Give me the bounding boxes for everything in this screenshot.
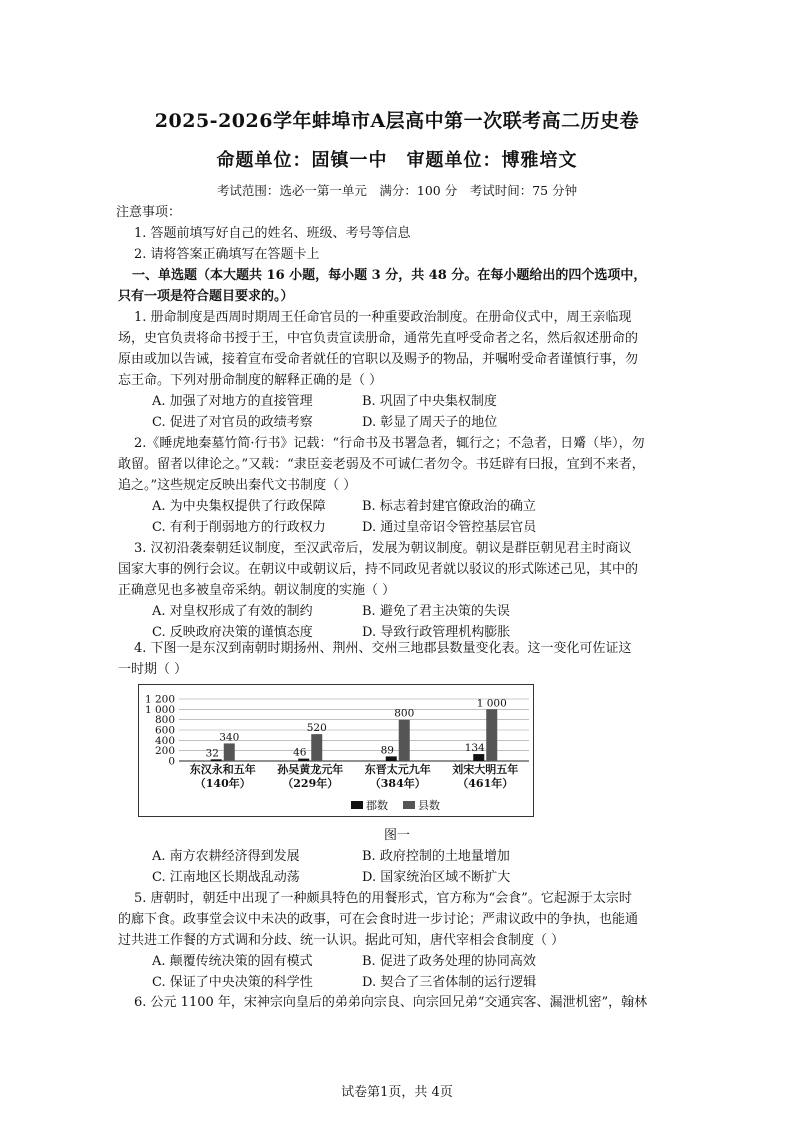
bar-chart (139, 685, 533, 816)
question-text: 追之。”这些规定反映出秦代文书制度（ ） (118, 478, 357, 493)
question-text: 过共进工作餐的方式调和分歧、统一认识。据此可知，唐代宰相会食制度（ ） (118, 933, 565, 948)
bar-xian (224, 743, 235, 761)
question-3 (118, 538, 678, 643)
legend-label: 郡数 (366, 799, 388, 812)
option-d: D. 国家统治区域不断扩大 (362, 870, 511, 885)
exam-title: 2025-2026学年蚌埠市A层高中第一次联考高二历史卷 (154, 110, 640, 132)
question-text: 2.《睡虎地秦墓竹简·行书》记载：“行命书及书署急者，辄行之；不急者，日觱（毕），勿 (134, 436, 645, 451)
option-a: A. 为中央集权提供了行政保障 (152, 499, 326, 514)
bar-jun (298, 759, 309, 761)
notes-block (118, 202, 678, 265)
notes-heading: 注意事项： (116, 205, 182, 220)
data-label: 134 (464, 742, 485, 755)
question-text: 1. 册命制度是西周时期周王任命官员的一种重要政治制度。在册命仪式中，周王亲临现 (134, 310, 632, 325)
option-b: B. 政府控制的土地量增加 (362, 849, 510, 864)
option-a: A. 南方农耕经济得到发展 (152, 849, 300, 864)
x-tick-year: （140年） (194, 777, 251, 790)
question-text: 3. 汉初沿袭秦朝廷议制度，至汉武帝后，发展为朝议制度。朝议是群臣朝见君主时商议 (134, 541, 632, 556)
option-b: B. 避免了君主决策的失误 (362, 604, 510, 619)
options-row (118, 972, 678, 993)
x-tick-year: （461年） (457, 777, 514, 790)
option-b: B. 标志着封建官僚政治的确立 (362, 499, 536, 514)
section-line: 只有一项是符合题目要求的。） (118, 289, 294, 304)
options-row (118, 391, 678, 412)
question-text: 敢留。留者以律论之。”又载：“隶臣妾老弱及不可诚仁者勿令。书廷辟有曰报，宜到不来者， (118, 457, 645, 472)
data-label: 340 (219, 731, 240, 744)
option-d: D. 通过皇帝诏令管控基层官员 (362, 520, 537, 535)
options-row (118, 412, 678, 433)
figure-caption: 图一 (383, 828, 410, 843)
page-footer: 试卷第1页，共 4页 (341, 1085, 453, 1100)
chart-frame (138, 684, 534, 817)
option-c: C. 保证了中央决策的科学性 (152, 975, 313, 990)
question-text: 场，史官负责将命书授于王，中官负责宣读册命，通常先直呼受命者之名，然后叙述册命的 (118, 331, 639, 346)
bar-xian (486, 709, 497, 761)
note-item: 2. 请将答案正确填写在答题卡上 (134, 247, 320, 262)
question-text: 5. 唐朝时，朝廷中出现了一种颇具特色的用餐形式，官方称为“会食”。它起源于太宗时 (134, 891, 632, 906)
bar-jun (473, 754, 484, 761)
question-text: 国家大事的例行会议。在朝议中或朝议后，持不同政见者就以驳议的形式陈述己见，其中的 (118, 562, 639, 577)
data-label: 1 000 (476, 697, 507, 710)
question-text: 一时期（ ） (118, 662, 188, 677)
legend-swatch (351, 801, 363, 809)
question-2 (118, 433, 678, 538)
options-row (118, 496, 678, 517)
legend-swatch (403, 801, 415, 809)
y-tick-label: 1 000 (144, 703, 175, 716)
options-row (118, 867, 678, 888)
data-label: 89 (380, 744, 394, 757)
question-text: 原由或加以告诫，接着宣布受命者就任的官职以及赐予的物品，并嘱咐受命者谨慎行事，勿 (118, 352, 639, 367)
question-text: 4. 下图一是东汉到南朝时期扬州、荆州、交州三地郡县数量变化表。这一变化可佐证这 (134, 641, 632, 656)
data-label: 32 (205, 747, 219, 760)
x-tick-label: 孙吴黄龙元年 (277, 763, 344, 776)
options-row (118, 601, 678, 622)
chart-legend (351, 798, 440, 812)
option-c: C. 江南地区长期战乱动荡 (152, 870, 300, 885)
x-tick-label: 东晋太元九年 (364, 763, 431, 776)
legend-label: 县数 (418, 799, 440, 812)
note-item: 1. 答题前填写好自己的姓名、班级、考号等信息 (134, 226, 411, 241)
data-label: 520 (306, 722, 327, 735)
data-label: 800 (394, 707, 415, 720)
question-6 (118, 992, 678, 1013)
y-tick-label: 400 (154, 734, 175, 747)
option-c: C. 反映政府决策的谨慎态度 (152, 625, 313, 640)
question-text: 的廊下食。政事堂会议中未决的政事，可在会食时进一步讨论；严肃议政中的争执，也能通 (118, 912, 639, 927)
option-d: D. 彰显了周天子的地位 (362, 415, 498, 430)
question-text: 忘王命。下列对册命制度的解释正确的是（ ） (118, 373, 383, 388)
option-d: D. 契合了三省体制的运行逻辑 (362, 975, 537, 990)
y-tick-label: 800 (154, 714, 175, 727)
chart-bars (206, 697, 507, 761)
x-tick-label: 刘宋大明五年 (452, 763, 519, 776)
section-heading (118, 265, 678, 307)
y-tick-label: 1 200 (144, 693, 175, 706)
bar-jun (386, 756, 397, 761)
options-row (118, 517, 678, 538)
bar-xian (399, 720, 410, 761)
question-4 (118, 638, 678, 680)
question-1 (118, 307, 678, 433)
data-label: 46 (293, 746, 307, 759)
option-a: A. 对皇权形成了有效的制约 (152, 604, 313, 619)
question-5 (118, 888, 678, 993)
option-a: A. 加强了对地方的直接管理 (152, 394, 313, 409)
chart-y-axis (145, 694, 175, 768)
bar-xian (311, 734, 322, 761)
question-4-options (118, 846, 678, 888)
bar-jun (211, 759, 222, 761)
option-c: C. 有利于削弱地方的行政权力 (152, 520, 326, 535)
y-tick-label: 200 (154, 745, 175, 758)
question-text: 正确意见也多被皇帝采纳。朝议制度的实施（ ） (118, 583, 396, 598)
y-tick-label: 600 (154, 724, 175, 737)
chart-x-labels (190, 762, 519, 790)
x-tick-year: （229年） (282, 777, 339, 790)
option-c: C. 促进了对官员的政绩考察 (152, 415, 313, 430)
y-tick-label: 0 (168, 755, 175, 768)
x-tick-label: 东汉永和五年 (189, 763, 256, 776)
exam-subtitle: 命题单位：固镇一中 审题单位：博雅培文 (216, 150, 578, 171)
options-row (118, 846, 678, 867)
option-b: B. 促进了政务处理的协同高效 (362, 954, 536, 969)
question-text: 6. 公元 1100 年，宋神宗向皇后的弟弟向宗良、向宗回兄弟“交通宾客、漏泄机密”，翰林 (134, 995, 648, 1010)
x-tick-year: （384年） (369, 777, 426, 790)
section-line: 一、单选题（本大题共 16 小题，每小题 3 分，共 48 分。在每小题给出的四个选项中， (132, 268, 647, 283)
options-row (118, 951, 678, 972)
option-d: D. 导致行政管理机构膨胀 (362, 625, 511, 640)
exam-info: 考试范围：选必一第一单元 满分：100 分 考试时间：75 分钟 (216, 183, 578, 198)
option-a: A. 颠覆传统决策的固有模式 (152, 954, 313, 969)
option-b: B. 巩固了中央集权制度 (362, 394, 497, 409)
